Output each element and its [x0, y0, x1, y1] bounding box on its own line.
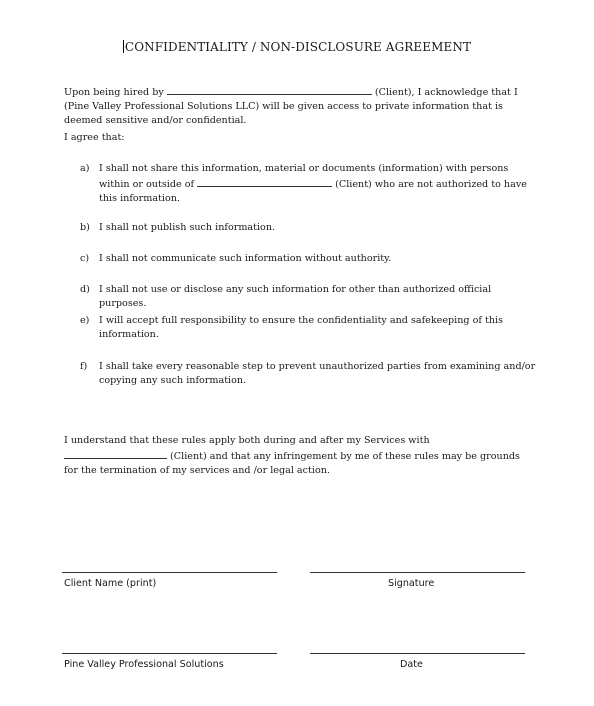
list-item-b	[80, 221, 536, 235]
intro-text-start: Upon being hired by	[64, 87, 167, 98]
client-name-blank[interactable]	[167, 84, 372, 95]
closing-paragraph	[64, 434, 524, 478]
document-title-text: CONFIDENTIALITY / NON-DISCLOSURE AGREEMENT	[124, 40, 472, 54]
list-marker: c)	[80, 253, 90, 264]
list-marker: b)	[80, 222, 90, 233]
list-item-d	[80, 283, 536, 311]
list-item-text: I shall take every reasonable step to prevent unauthorized parties from examining and/or copying any such information.	[99, 361, 536, 386]
list-marker: f)	[80, 361, 88, 372]
list-item-e	[80, 314, 536, 342]
closing-text-end: (Client) and that any infringement by me of these rules may be grounds for the termination of my services and /or legal action.	[64, 451, 520, 476]
intro-paragraph	[64, 84, 534, 128]
intro-text-end: (Client), I acknowledge that I (Pine Valley Professional Solutions LLC) will be given access to private information that is deemed sensitive and/or confidential.	[64, 87, 518, 126]
date-label: Date	[400, 659, 423, 670]
signature-line[interactable]	[310, 572, 525, 573]
list-item-text: I will accept full responsibility to ensure the confidentiality and safekeeping of this information.	[99, 315, 504, 340]
list-item-text: I shall not use or disclose any such information for other than authorized official purposes.	[99, 284, 492, 309]
list-item-text: I shall not publish such information.	[99, 222, 276, 233]
services-client-blank[interactable]	[64, 448, 167, 459]
client-name-label: Client Name (print)	[64, 578, 157, 589]
client-name-line[interactable]	[62, 572, 277, 573]
document-title	[0, 40, 594, 54]
client-blank[interactable]	[197, 176, 332, 187]
list-marker: e)	[80, 315, 90, 326]
text-cursor	[123, 40, 124, 53]
closing-text-start: I understand that these rules apply both during and after my Services with	[64, 435, 430, 446]
date-line[interactable]	[310, 653, 525, 654]
item-a-text-start: I shall not share this information, material or documents (information) with persons within or outside of	[99, 163, 509, 190]
list-item-a	[80, 162, 536, 206]
company-line[interactable]	[62, 653, 277, 654]
list-item-f	[80, 360, 536, 388]
item-a-text-end: (Client) who are not authorized to have this information.	[99, 179, 527, 204]
list-marker: a)	[80, 163, 90, 174]
list-item-c	[80, 252, 536, 266]
company-label: Pine Valley Professional Solutions	[64, 659, 224, 670]
list-item-text: I shall not communicate such information without authority.	[99, 253, 392, 264]
agree-heading: I agree that:	[64, 132, 125, 143]
signature-label: Signature	[388, 578, 435, 589]
list-marker: d)	[80, 284, 90, 295]
